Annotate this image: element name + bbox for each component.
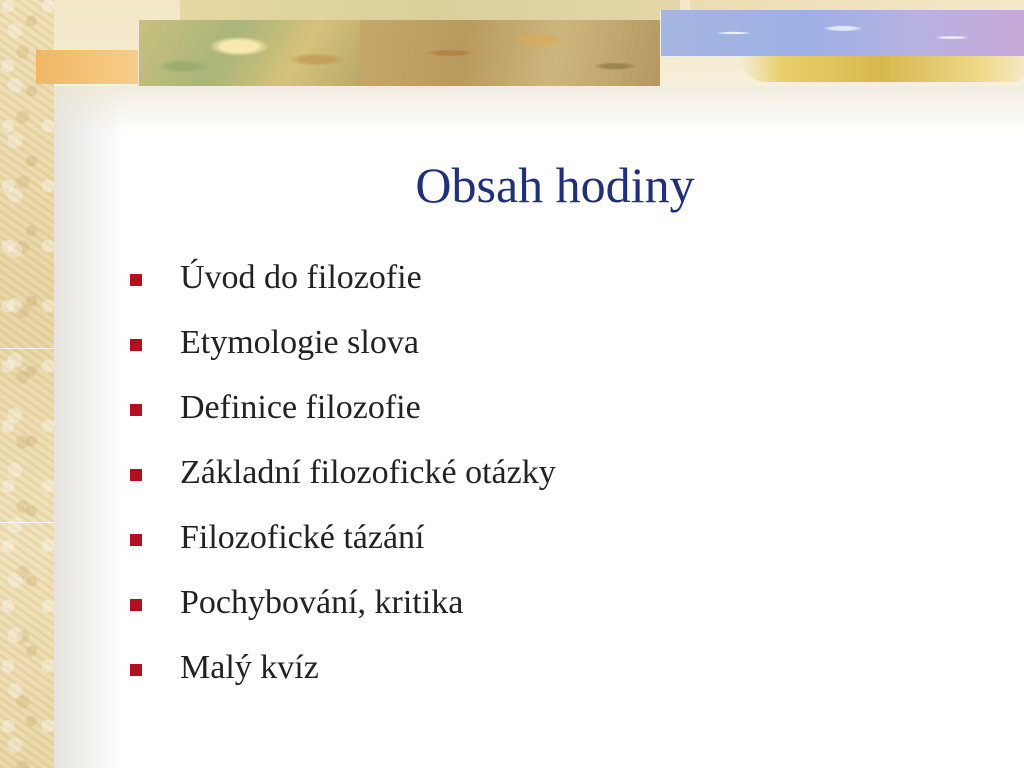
border-seam	[0, 522, 54, 523]
list-item-text: Úvod do filozofie	[180, 258, 422, 296]
square-bullet-icon	[130, 664, 142, 676]
list-item-text: Filozofické tázání	[180, 518, 425, 556]
bullet-list	[130, 245, 556, 700]
list-item-text: Definice filozofie	[180, 388, 421, 426]
square-bullet-icon	[130, 534, 142, 546]
list-item-text: Malý kvíz	[180, 648, 319, 686]
list-item-text: Základní filozofické otázky	[180, 453, 556, 491]
blue-floral-collage-image	[660, 10, 1024, 57]
golden-grass-collage-image	[740, 56, 1024, 82]
autumn-collage-image	[360, 20, 660, 86]
slide-title: Obsah hodiny	[415, 157, 695, 213]
left-parchment-border	[0, 0, 54, 768]
list-item	[130, 570, 556, 635]
list-item	[130, 505, 556, 570]
top-collage-strip	[180, 0, 680, 20]
list-item	[130, 310, 556, 375]
list-item	[130, 635, 556, 700]
list-item	[130, 375, 556, 440]
square-bullet-icon	[130, 599, 142, 611]
list-item	[130, 245, 556, 310]
top-band-fade	[54, 86, 1024, 134]
leaf-collage-image	[138, 20, 361, 86]
square-bullet-icon	[130, 339, 142, 351]
top-collage-strip	[690, 0, 1024, 10]
list-item-text: Etymologie slova	[180, 323, 419, 361]
list-item	[130, 440, 556, 505]
list-item-text: Pochybování, kritika	[180, 583, 464, 621]
square-bullet-icon	[130, 469, 142, 481]
square-bullet-icon	[130, 404, 142, 416]
border-seam	[0, 348, 54, 349]
square-bullet-icon	[130, 274, 142, 286]
